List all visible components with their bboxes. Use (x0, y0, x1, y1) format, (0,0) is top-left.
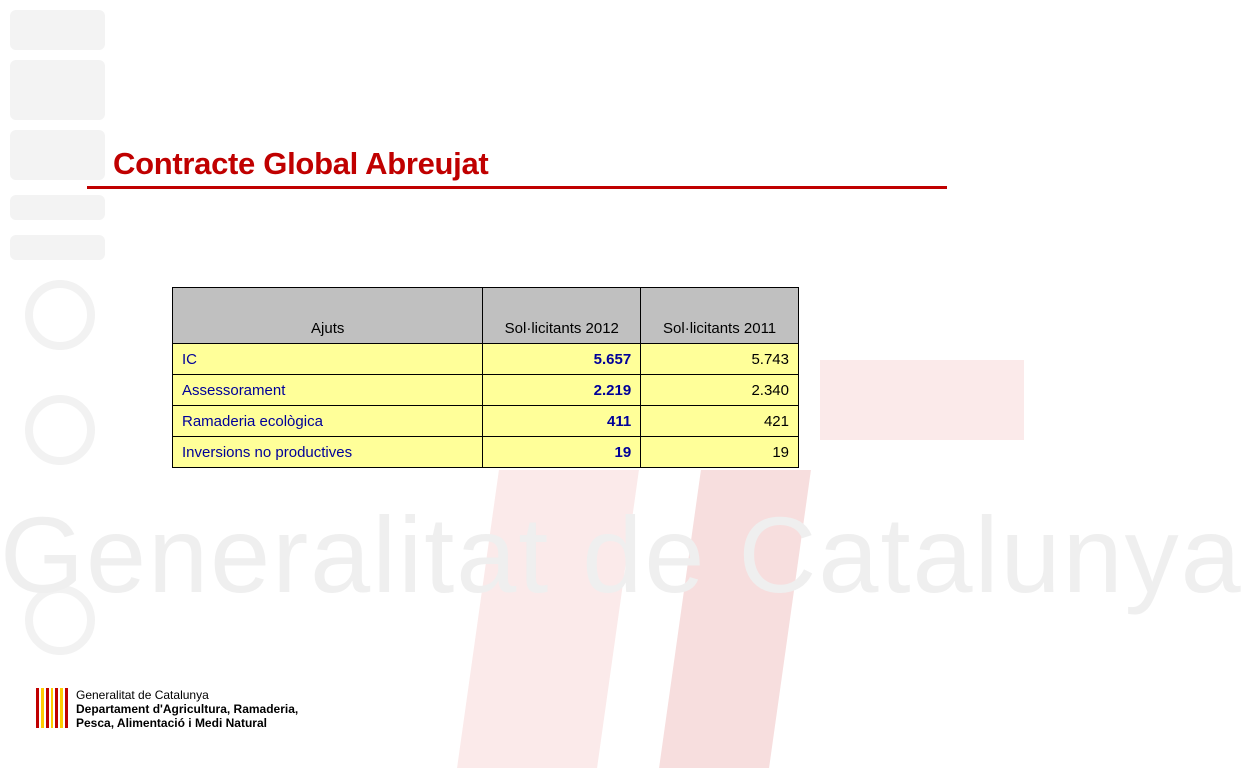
watermark-shape (820, 360, 1024, 440)
org-line-2: Departament d'Agricultura, Ramaderia, (76, 702, 299, 716)
row-label: Ramaderia ecològica (173, 406, 483, 437)
table-row (173, 375, 799, 406)
table-row (173, 344, 799, 375)
value-2012: 2.219 (483, 375, 641, 406)
row-label: IC (173, 344, 483, 375)
watermark-text: Generalitat de Catalunya (0, 494, 1243, 615)
header-sollicitants-2012: Sol·licitants 2012 (483, 288, 641, 344)
row-label: Inversions no productives (173, 437, 483, 468)
value-2012: 19 (483, 437, 641, 468)
org-line-1: Generalitat de Catalunya (76, 688, 209, 702)
organization-name (76, 688, 298, 730)
watermark-left-strip (0, 0, 115, 768)
slide-title: Contracte Global Abreujat (113, 146, 489, 181)
title-underline (87, 186, 947, 189)
value-2012: 411 (483, 406, 641, 437)
value-2011: 2.340 (641, 375, 799, 406)
value-2012: 5.657 (483, 344, 641, 375)
value-2011: 421 (641, 406, 799, 437)
org-line-3: Pesca, Alimentació i Medi Natural (76, 716, 267, 730)
row-label: Assessorament (173, 375, 483, 406)
generalitat-logo-icon (36, 688, 68, 728)
value-2011: 19 (641, 437, 799, 468)
table-row (173, 406, 799, 437)
header-ajuts: Ajuts (173, 288, 483, 344)
ajuts-table (172, 287, 799, 468)
table-header-row (173, 288, 799, 344)
value-2011: 5.743 (641, 344, 799, 375)
table-row (173, 437, 799, 468)
header-sollicitants-2011: Sol·licitants 2011 (641, 288, 799, 344)
